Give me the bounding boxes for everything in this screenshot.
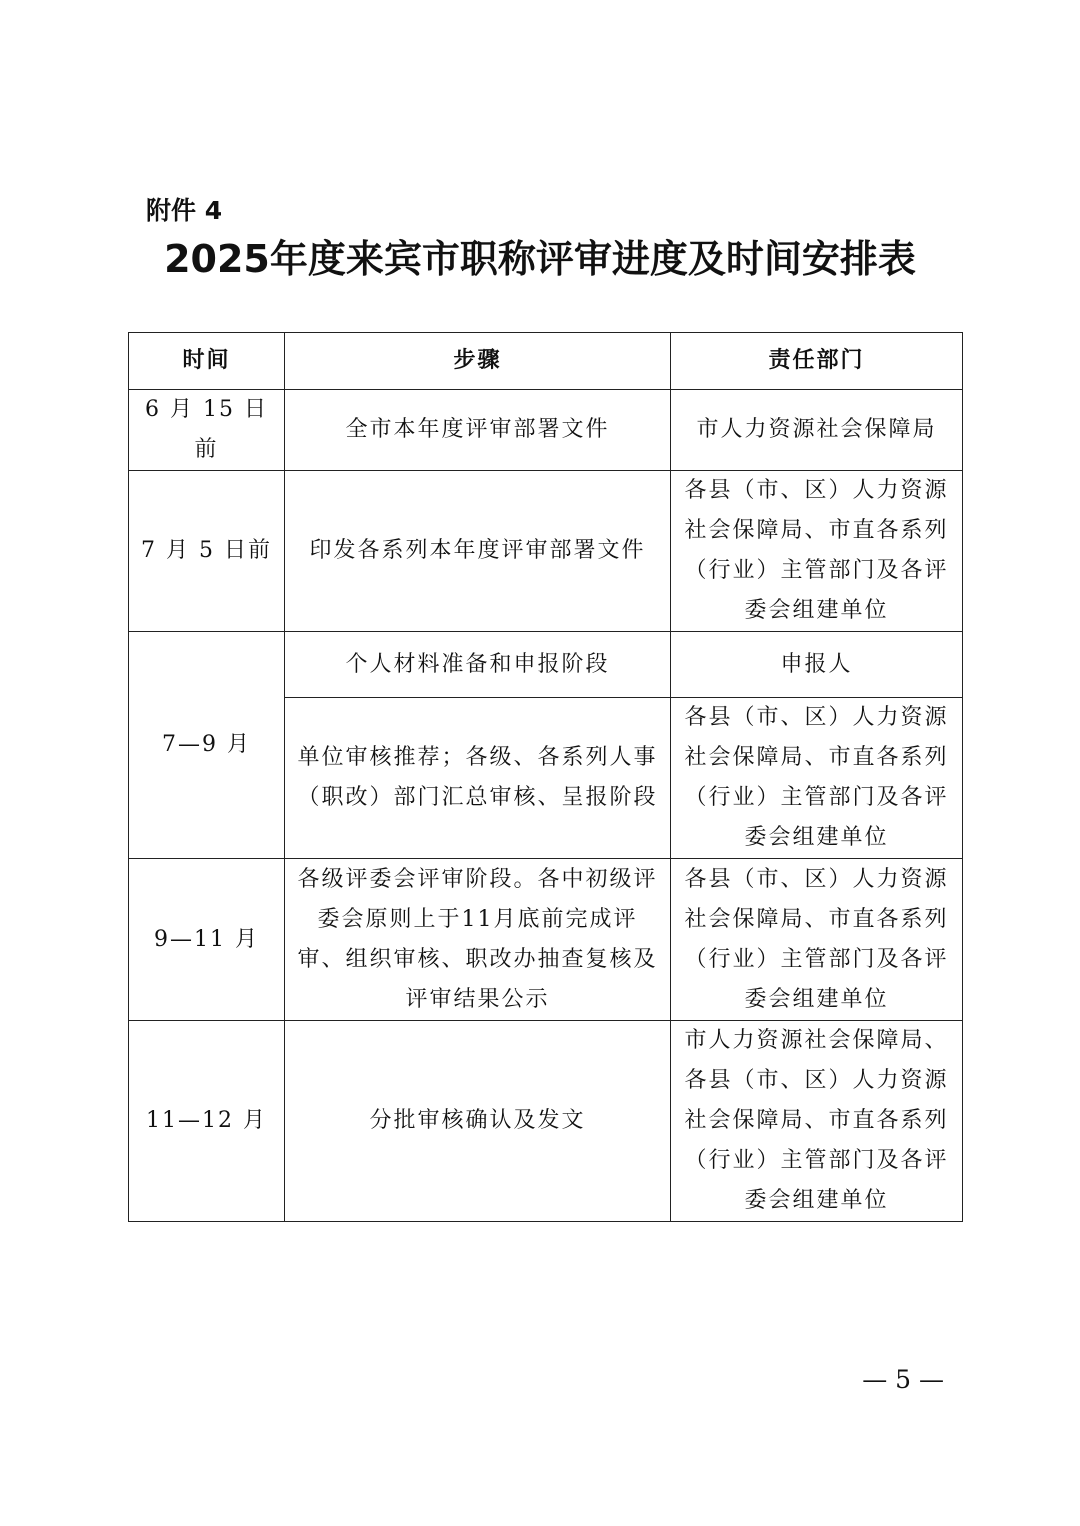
header-time: 时间 [129, 333, 285, 390]
step-cell: 分批审核确认及发文 [285, 1021, 671, 1222]
time-cell: 7 月 5 日前 [129, 471, 285, 632]
step-cell: 印发各系列本年度评审部署文件 [285, 471, 671, 632]
table-row [129, 632, 963, 698]
step-cell: 单位审核推荐；各级、各系列人事（职改）部门汇总审核、呈报阶段 [285, 698, 671, 859]
table-header-row [129, 333, 963, 390]
dept-cell: 各县（市、区）人力资源社会保障局、市直各系列（行业）主管部门及各评委会组建单位 [671, 698, 963, 859]
table-row [129, 471, 963, 632]
dept-cell: 各县（市、区）人力资源社会保障局、市直各系列（行业）主管部门及各评委会组建单位 [671, 859, 963, 1021]
dept-cell: 市人力资源社会保障局 [671, 390, 963, 471]
table-row [129, 390, 963, 471]
schedule-table [128, 332, 963, 1222]
header-dept: 责任部门 [671, 333, 963, 390]
attachment-label: 附件 4 [146, 196, 223, 225]
step-cell: 个人材料准备和申报阶段 [285, 632, 671, 698]
step-cell: 全市本年度评审部署文件 [285, 390, 671, 471]
time-cell: 6 月 15 日前 [129, 390, 285, 471]
header-step: 步骤 [285, 333, 671, 390]
table-row [129, 859, 963, 1021]
document-title: 2025年度来宾市职称评审进度及时间安排表 [164, 237, 916, 281]
time-cell: 11—12 月 [129, 1021, 285, 1222]
time-cell: 9—11 月 [129, 859, 285, 1021]
step-cell: 各级评委会评审阶段。各中初级评委会原则上于11月底前完成评审、组织审核、职改办抽查复核及评审结果公示 [285, 859, 671, 1021]
table-row [129, 1021, 963, 1222]
dept-cell: 各县（市、区）人力资源社会保障局、市直各系列（行业）主管部门及各评委会组建单位 [671, 471, 963, 632]
dept-cell: 申报人 [671, 632, 963, 698]
time-cell: 7—9 月 [129, 632, 285, 859]
page-number: — 5 — [862, 1365, 944, 1394]
dept-cell: 市人力资源社会保障局、各县（市、区）人力资源社会保障局、市直各系列（行业）主管部门及各评委会组建单位 [671, 1021, 963, 1222]
